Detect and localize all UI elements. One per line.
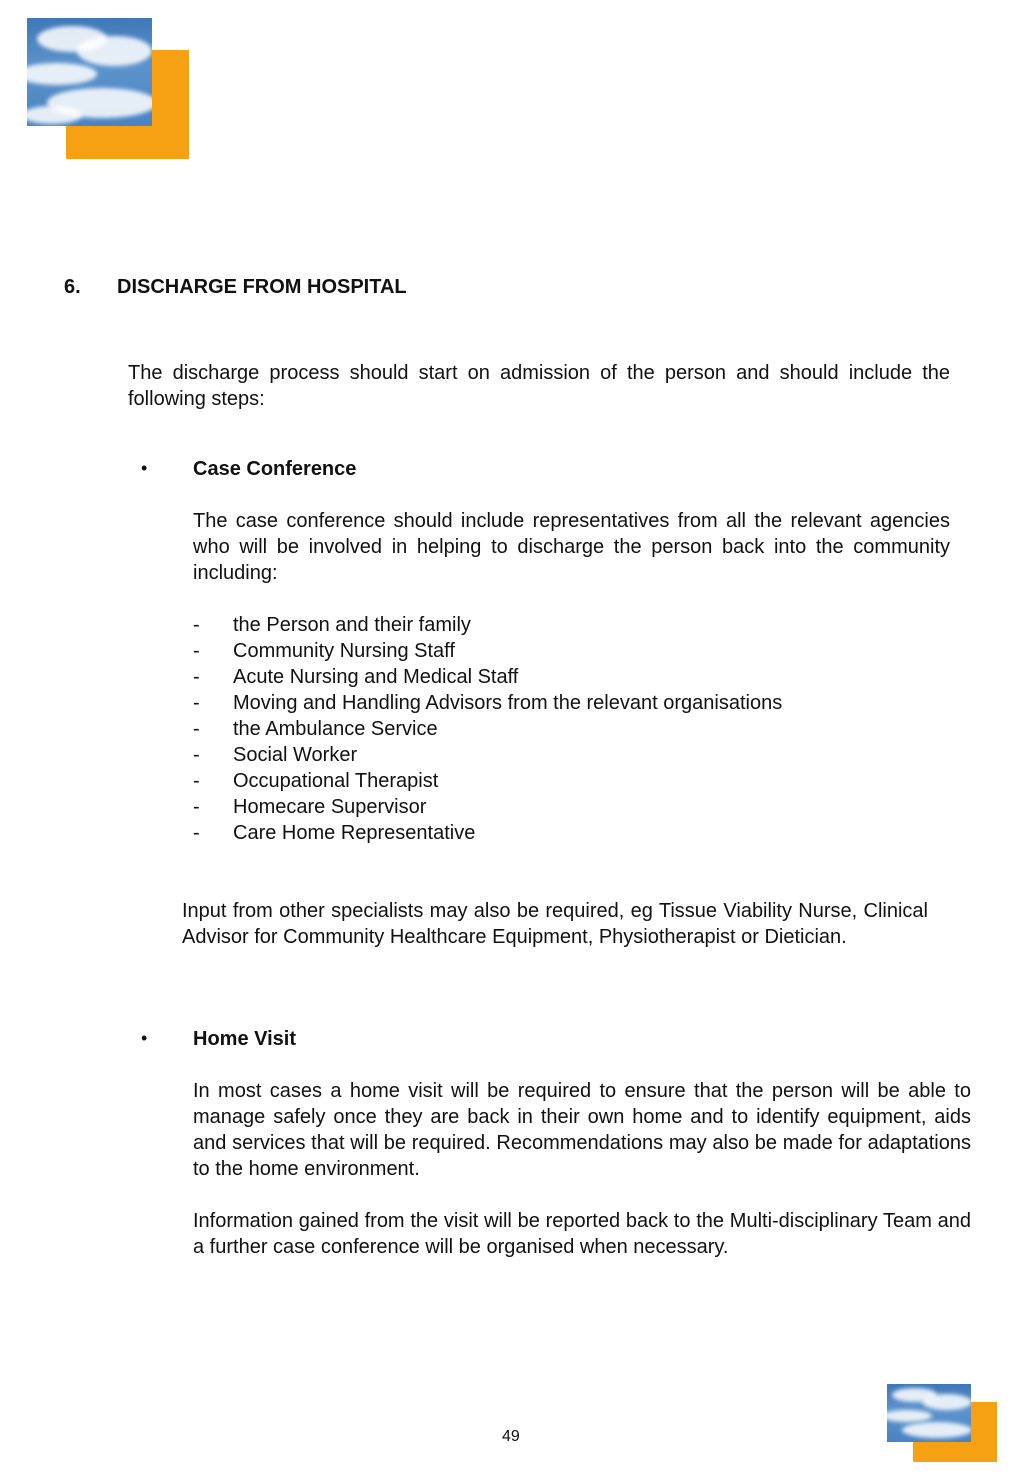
footer-logo — [887, 1384, 997, 1462]
specialists-note: Input from other specialists may also be required, eg Tissue Viability Nurse, Clinical Advisor for Community Healthcare Equipment, Physiotherapist or Dietician. — [182, 900, 928, 948]
case-conference-heading: Case Conference — [193, 458, 357, 480]
list-item: - Social Worker — [193, 744, 358, 766]
section-number: 6. — [64, 276, 81, 298]
page-number: 49 — [502, 1428, 520, 1445]
home-visit-paragraph-1: In most cases a home visit will be required to ensure that the person will be able to manage safely once they are back in their own home and to identify equipment, aids and services that will be required. Recommendations may also be made for adaptations to the home environment. — [193, 1080, 971, 1180]
intro-paragraph: The discharge process should start on admission of the person and should include the following steps: — [128, 362, 950, 410]
list-item: - the Ambulance Service — [193, 718, 438, 740]
list-item: - the Person and their family — [193, 614, 471, 636]
logo-sky-image — [27, 18, 152, 126]
home-visit-heading: Home Visit — [193, 1028, 296, 1050]
list-item: - Care Home Representative — [193, 822, 476, 844]
list-item: - Occupational Therapist — [193, 770, 439, 792]
header-logo — [27, 18, 190, 160]
case-conference-paragraph: The case conference should include representatives from all the relevant agencies who will be involved in helping to discharge the person back into the community including: — [193, 510, 950, 584]
list-item: - Community Nursing Staff — [193, 640, 455, 662]
list-item: - Acute Nursing and Medical Staff — [193, 666, 519, 688]
attendee-list — [193, 612, 953, 846]
section-title: DISCHARGE FROM HOSPITAL — [117, 276, 407, 298]
logo-sky-image — [887, 1384, 971, 1442]
bullet-case-conference: • — [141, 458, 148, 478]
home-visit-paragraph-2: Information gained from the visit will be reported back to the Multi-disciplinary Team and a further case conference will be organised when necessary. — [193, 1210, 971, 1258]
list-item: - Homecare Supervisor — [193, 796, 427, 818]
bullet-home-visit: • — [141, 1028, 148, 1048]
list-item: - Moving and Handling Advisors from the relevant organisations — [193, 692, 783, 714]
